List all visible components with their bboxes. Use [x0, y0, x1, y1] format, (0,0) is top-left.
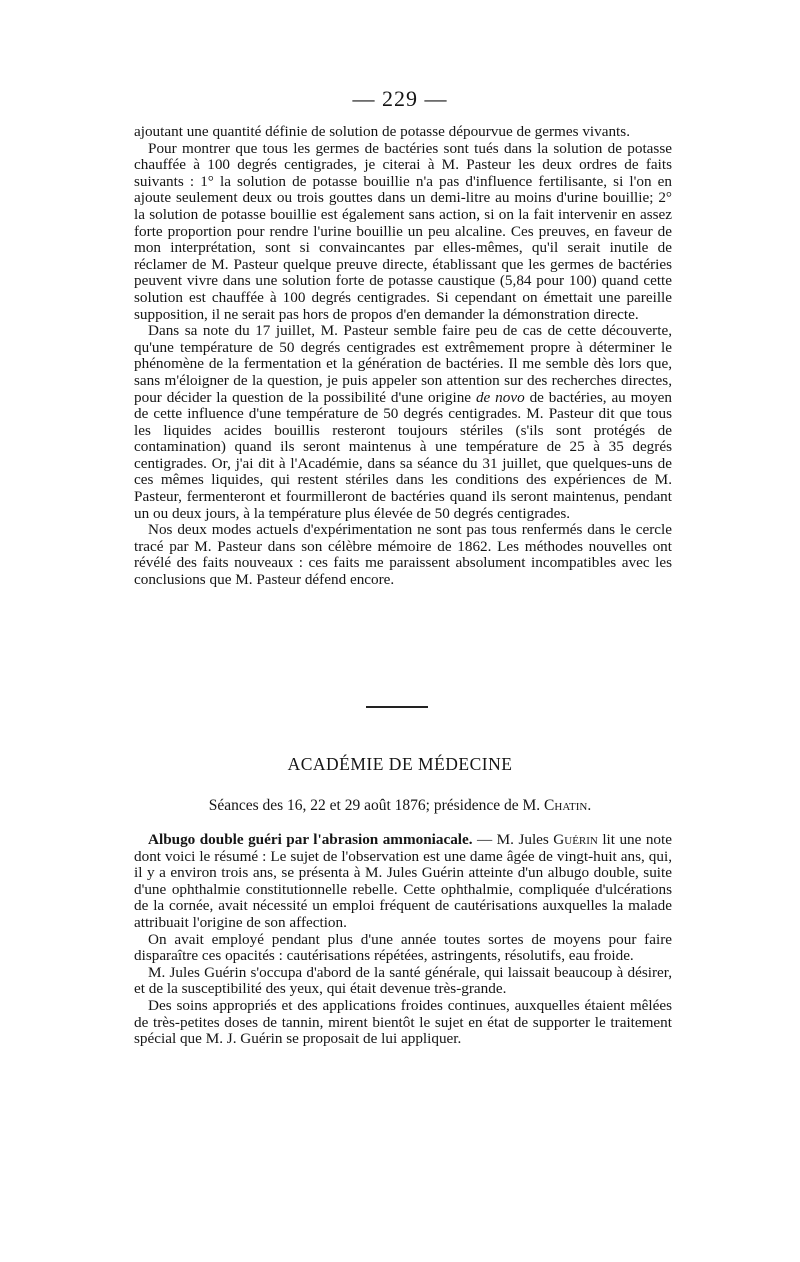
page-number: — 229 — [352, 86, 448, 111]
article-block [134, 832, 672, 1048]
paragraph-potasse: Pour montrer que tous les germes de bactéries sont tués dans la solution de potasse chauffée à 100 degrés centigrades, je citerai à M. Pasteur les deux ordres de faits suivants : 1° la solution de potasse bouillie n'a pas d'influence fertilisante, si l'on en ajoute seulement deux ou trois gouttes dans un demi-litre au moins d'urine bouillie; 2° la solution de potasse bouillie est également sans action, si on la fait intervenir en assez forte proportion pour rendre l'urine bouillie un peu alcaline. Ces preuves, en faveur de mon interprétation, sont si convaincantes par elles-mêmes, qu'il serait inutile de réclamer de M. Pasteur quelque preuve directe, établissant que les germes de bactéries peuvent vivre dans une solution forte de potasse caustique (5,84 pour 100) quand cette solution est chauffée à 100 degrés centigrades. Si cependant on émettait une pareille supposition, il ne serait pas hors de propos d'en demander la démonstration directe. [134, 139, 672, 323]
article-intro-rest: lit une note dont voici le résumé : Le sujet de l'observation est une dame âgée de vingt-huit ans, qui, il y a environ trois ans, se présenta à M. Jules Guérin atteinte d'un albugo double, suite d'une ophthalmie constitutionnelle rebelle. Cette ophthalmie, compliquée d'ulcérations de la cornée, avait nécessité un emploi fréquent de cautérisations auxquelles la malade attribuait l'origine de son affection. [134, 831, 672, 931]
paragraph-continuation: ajoutant une quantité définie de solution de potasse dépourvue de germes vivants. [134, 123, 630, 140]
section-divider [366, 706, 428, 708]
session-president: Chatin [544, 797, 588, 814]
article-author: Guérin [553, 831, 598, 848]
session-end: . [587, 797, 592, 814]
article-intro [134, 832, 672, 932]
article-title: Albugo double guéri par l'abrasion ammoniacale. [148, 831, 473, 848]
article-paragraph-soins: Des soins appropriés et des applications froides continues, auxquelles étaient mêlées de très-petites doses de tannin, mirent bientôt le sujet en état de supporter le traitement spécial que M. J. Guérin se proposait de lui appliquer. [134, 996, 672, 1048]
article-dash: — M. Jules [472, 831, 554, 848]
paragraph-modes-experimentation: Nos deux modes actuels d'expérimentation ne sont pas tous renfermés dans le cercle tracé par M. Pasteur dans son célèbre mémoire de 1862. Les méthodes nouvelles ont révélé des faits nouveaux : ces faits me paraissent absolument incompatibles avec les conclusions que M. Pasteur défend encore. [134, 521, 672, 589]
paragraph-note-17-juillet [134, 323, 672, 522]
de-novo-italic: de novo [475, 388, 525, 406]
session-text: Séances des 16, 22 et 29 août 1876; présidence de M. [208, 797, 545, 814]
article-paragraph-sante: M. Jules Guérin s'occupa d'abord de la santé générale, qui laissait beaucoup à désirer, et de la susceptibilité des yeux, qui était devenue très-grande. [134, 963, 672, 998]
top-text-block [134, 124, 672, 589]
article-paragraph-moyens: On avait employé pendant plus d'une année toutes sortes de moyens pour faire disparaître ces opacités : cautérisations répétées, astringents, résolutifs, eau froide. [134, 930, 672, 965]
section-heading: ACADÉMIE DE MÉDECINE [287, 754, 513, 774]
para3-part2: de bactéries, au moyen de cette influence d'une température de 50 degrés centigrades. M. Pasteur dit que tous les liquides acides bouillis resteront toujours stériles (s'ils sont protégés de contamination) quand ils seront maintenus à une température de 25 à 35 degrés centigrades. Or, j'ai dit à l'Académie, dans sa séance du 31 juillet, que quelques-uns de ces mêmes liquides, qui restent stériles dans les conditions des expériences de M. Pasteur, fermenteront et fourmilleront de bactéries quand ils seront maintenus, pendant un ou deux jours, à la température plus élevée de 50 degrés centigrades. [134, 388, 672, 522]
session-line [0, 797, 800, 815]
para3-part1: Dans sa note du 17 juillet, M. Pasteur semble faire peu de cas de cette découverte, qu'une température de 50 degrés centigrades est extrêmement propre à déterminer le phénomène de la fermentation et la génération de bactéries. Il me semble dès lors que, sans m'éloigner de la question, je puis appeler son attention sur des recherches directes, pour décider la question de la possibilité d'une origine [134, 322, 672, 406]
